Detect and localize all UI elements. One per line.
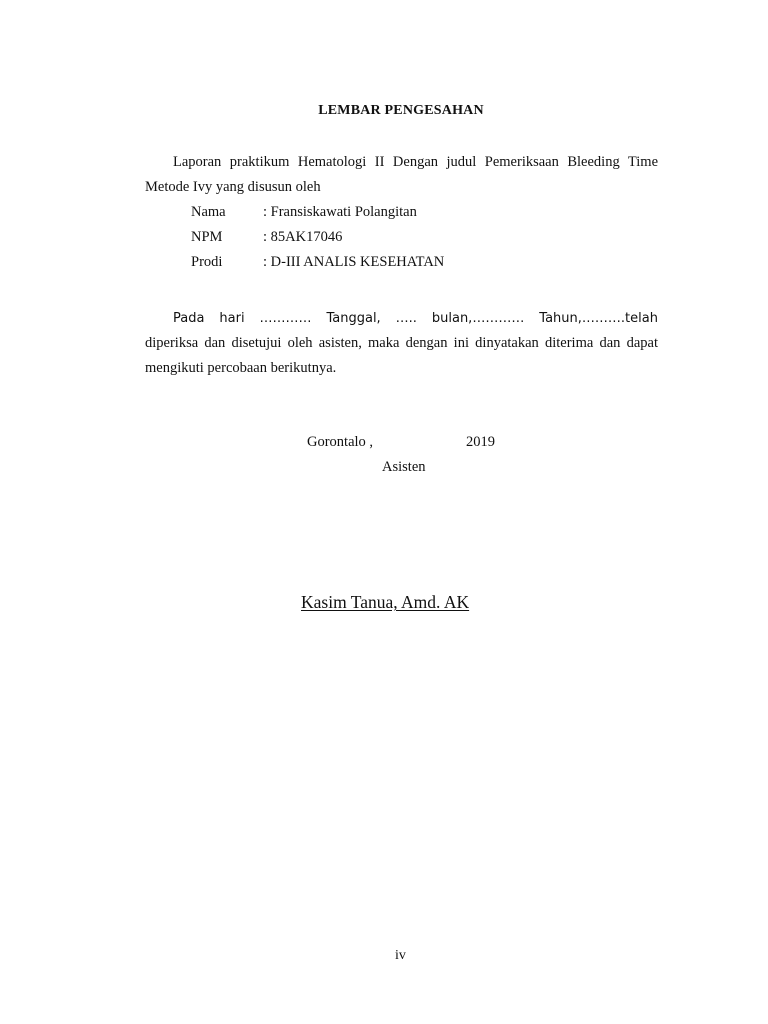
signer-role: Asisten (382, 459, 426, 475)
field-row-npm (191, 227, 342, 247)
place-label: Gorontalo , (307, 434, 374, 450)
page-number: iv (395, 948, 406, 963)
field-row-prodi (191, 252, 444, 272)
year-label: 2019 (466, 434, 495, 450)
approval-word: Tanggal, (326, 311, 381, 326)
field-value-prodi: : D-III ANALIS KESEHATAN (263, 254, 445, 270)
intro-text: Laporan praktikum Hematologi II Dengan judul Pemeriksaan Bleeding Time Metode Ivy yang disusun oleh (145, 154, 658, 195)
signer-name: Kasim Tanua, Amd. AK (301, 592, 470, 612)
approval-word: hari (219, 311, 245, 326)
field-label-prodi: Prodi (191, 254, 223, 270)
approval-first-line (145, 306, 658, 331)
document-title: LEMBAR PENGESAHAN (318, 103, 484, 118)
approval-word: Pada (173, 311, 205, 326)
field-row-nama (191, 202, 417, 222)
field-label-nama: Nama (191, 204, 226, 220)
field-value-nama: : Fransiskawati Polangitan (263, 204, 417, 220)
approval-blank-date: ….. (395, 311, 417, 326)
field-label-npm: NPM (191, 229, 223, 245)
field-value-npm: : 85AK17046 (263, 229, 343, 245)
approval-blank-month: bulan,………… (431, 311, 525, 326)
approval-text: diperiksa dan disetujui oleh asisten, maka dengan ini dinyatakan diterima dan dapat mengikuti percobaan berikutnya. (145, 335, 658, 376)
approval-blank-year: Tahun,……….telah (539, 311, 658, 326)
approval-paragraph (145, 306, 658, 381)
approval-blank-day: ………… (259, 311, 312, 326)
intro-paragraph (145, 150, 658, 200)
